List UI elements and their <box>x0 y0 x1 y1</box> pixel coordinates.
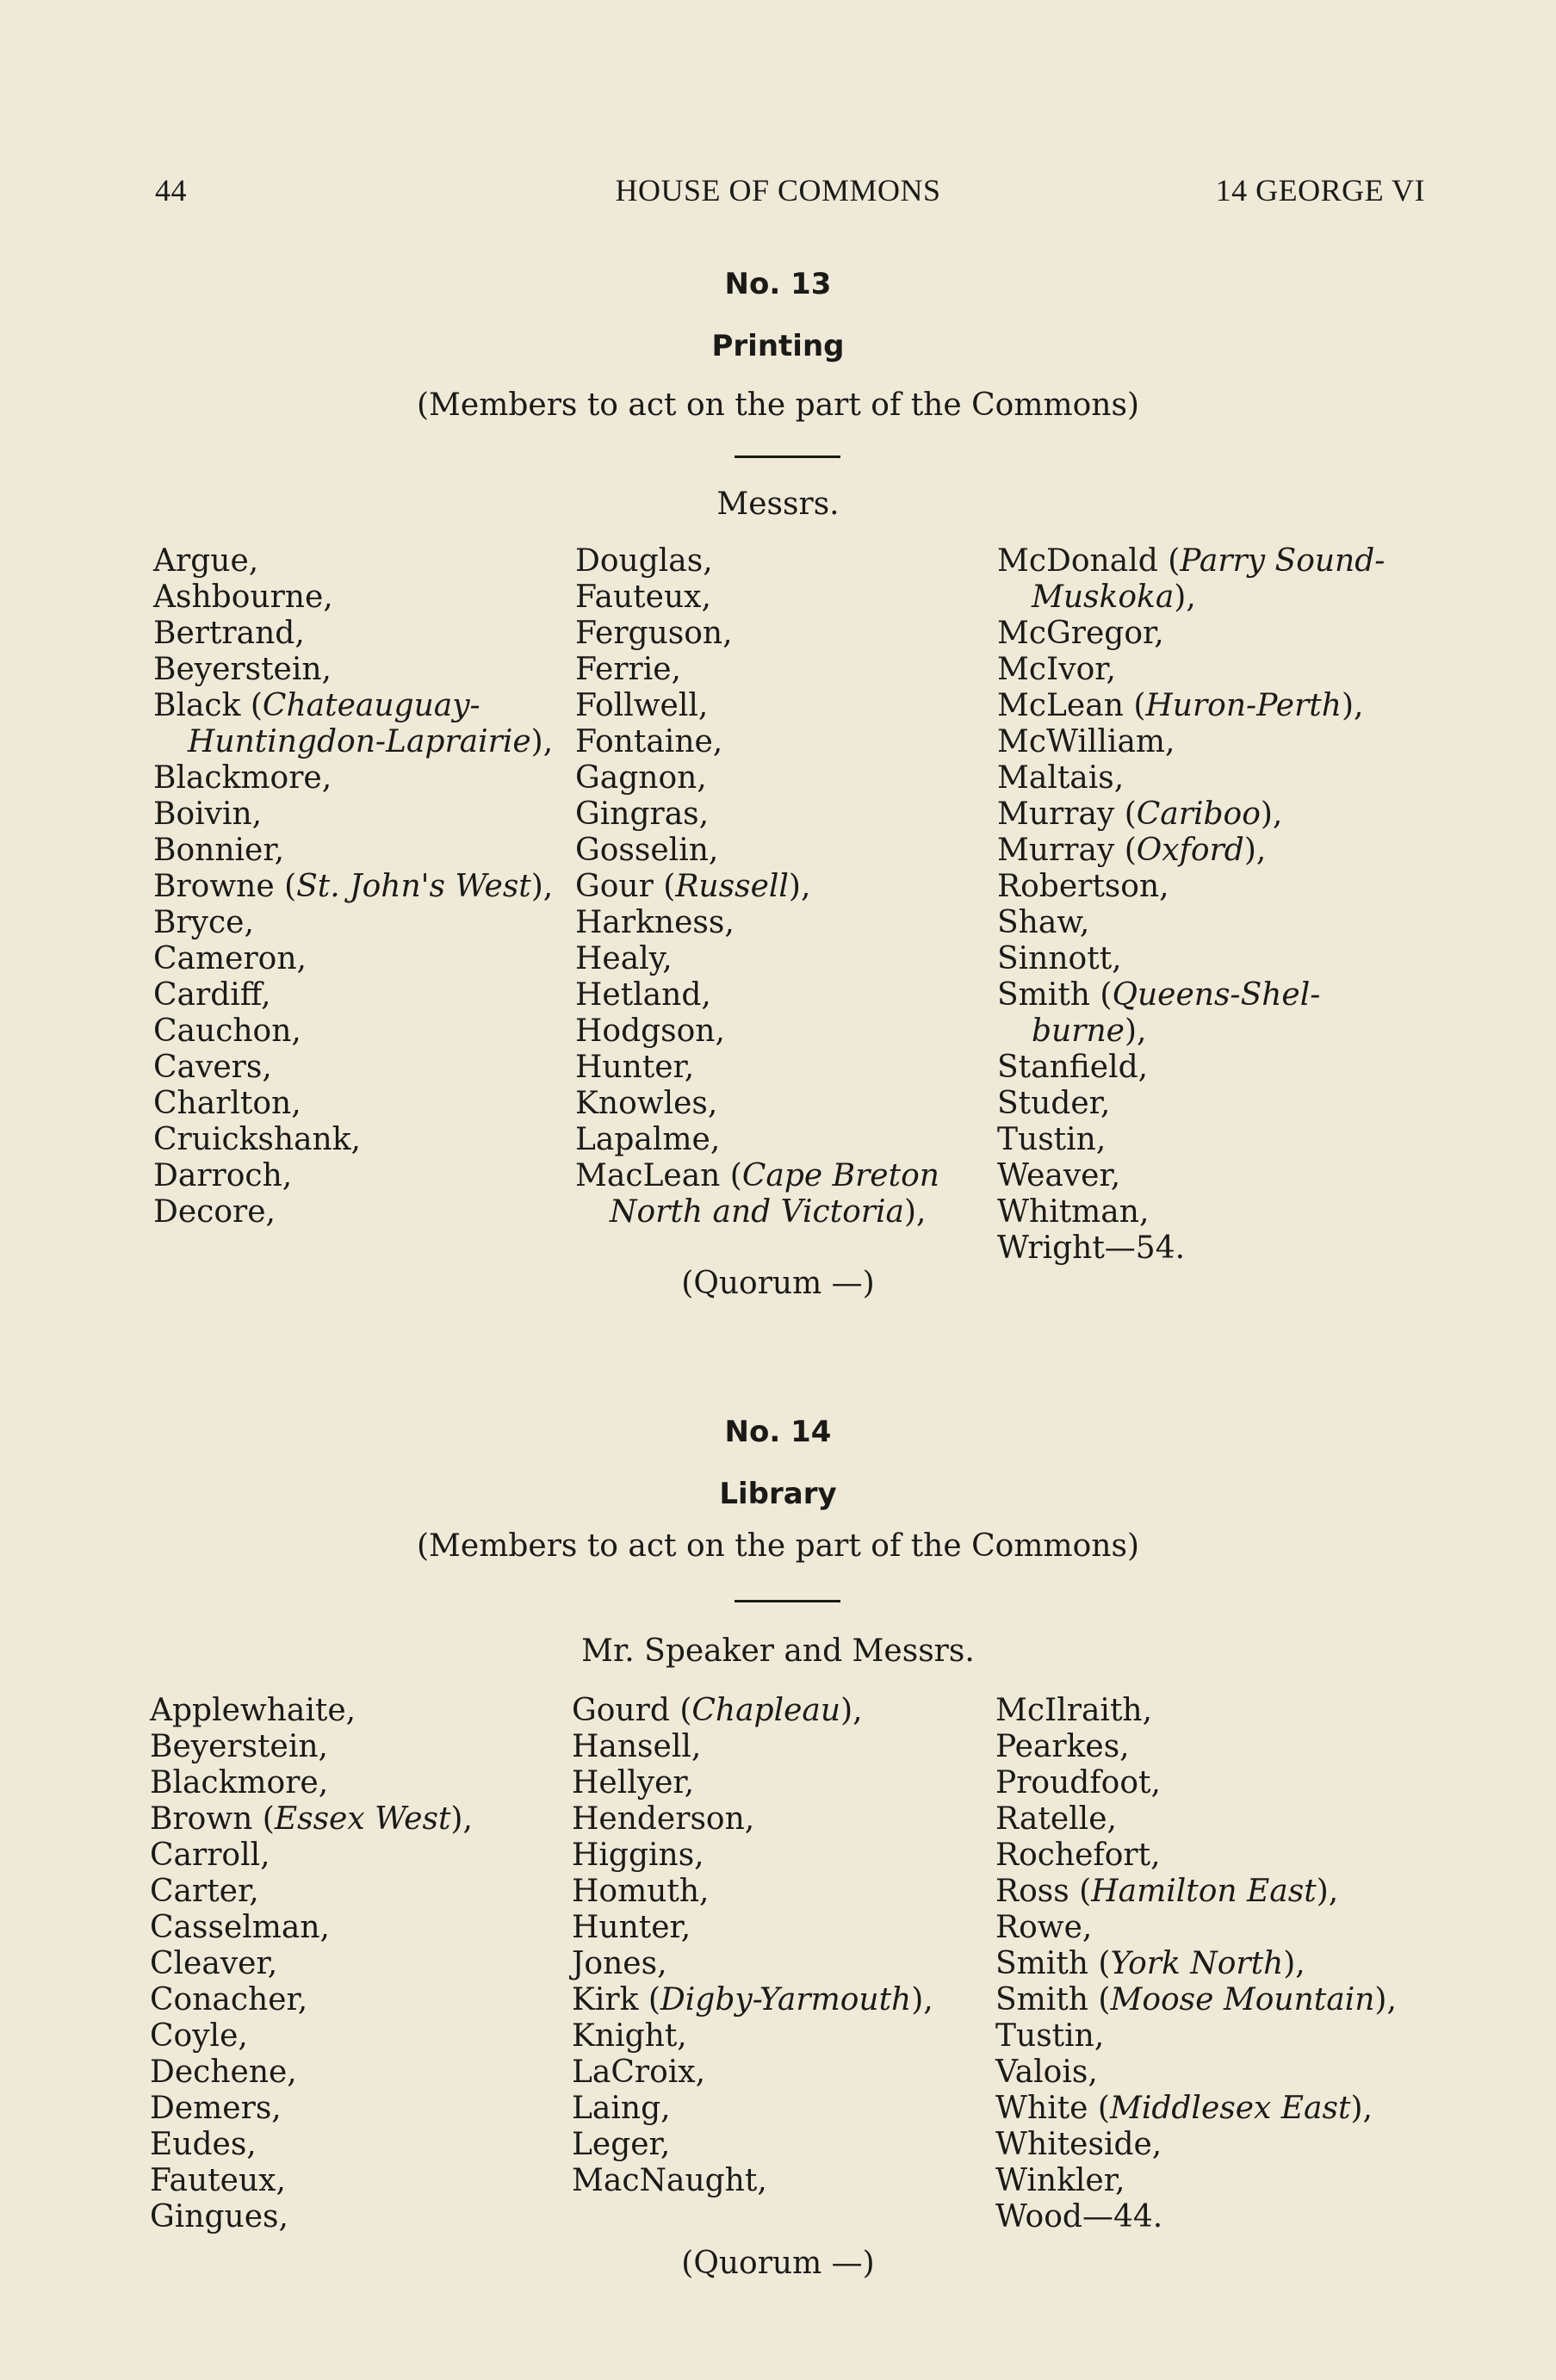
member-entry <box>575 760 939 796</box>
constituency: Huntingdon-Laprairie <box>188 724 531 759</box>
member-name: Smith ( <box>995 1982 1111 2017</box>
member-entry <box>153 1086 553 1122</box>
member-entry <box>572 1729 933 1765</box>
member-name: Whiteside, <box>995 2127 1162 2162</box>
member-entry <box>572 2018 933 2055</box>
committee-number: No. 13 <box>724 267 832 301</box>
member-entry <box>997 796 1385 833</box>
member-entry <box>575 1086 939 1122</box>
member-name: Decore, <box>153 1194 276 1230</box>
member-entry <box>997 1013 1385 1050</box>
constituency: Hamilton East <box>1091 1874 1317 1909</box>
constituency: Essex West <box>274 1801 451 1837</box>
member-name: White ( <box>995 2091 1110 2126</box>
constituency: Moose Mountain <box>1110 1982 1375 2017</box>
member-entry <box>995 1946 1397 1982</box>
member-entry <box>153 905 553 941</box>
constituency: York North <box>1110 1946 1284 1981</box>
member-entry <box>572 2091 933 2127</box>
member-name: Cavers, <box>153 1050 272 1085</box>
member-entry <box>153 580 553 616</box>
member-name: Stanfield, <box>997 1050 1149 1085</box>
constituency: Chateauguay- <box>262 688 480 723</box>
member-entry <box>997 688 1385 724</box>
member-entry <box>150 2199 473 2235</box>
member-entry <box>575 1050 939 1086</box>
member-entry <box>575 652 939 688</box>
constituency: Middlesex East <box>1109 2091 1351 2126</box>
punctuation: ), <box>1283 1946 1305 1981</box>
member-entry <box>572 1910 933 1946</box>
member-entry <box>575 580 939 616</box>
member-name: Applewhaite, <box>150 1693 356 1728</box>
member-entry <box>997 580 1385 616</box>
member-entry <box>995 1874 1397 1910</box>
member-entry <box>997 760 1385 796</box>
member-name: Leger, <box>572 2127 671 2162</box>
member-name: Blackmore, <box>153 760 332 796</box>
member-name: Beyerstein, <box>153 652 332 687</box>
member-name: Healy, <box>575 941 673 976</box>
member-entry <box>150 1693 473 1729</box>
member-name: Eudes, <box>150 2127 257 2162</box>
constituency: Queens-Shel- <box>1112 977 1321 1013</box>
member-name: MacNaught, <box>572 2163 767 2198</box>
member-name: Ferguson, <box>575 616 733 651</box>
member-entry <box>150 1765 473 1801</box>
member-name: Hunter, <box>572 1910 691 1945</box>
member-entry <box>575 1013 939 1050</box>
member-name: Bertrand, <box>153 616 305 651</box>
section-rule <box>735 456 840 458</box>
member-entry <box>997 724 1385 760</box>
member-entry <box>995 2163 1397 2199</box>
member-entry <box>995 1838 1397 1874</box>
member-entry <box>572 2163 933 2199</box>
member-entry <box>995 1729 1397 1765</box>
constituency: Digby-Yarmouth <box>660 1982 912 2017</box>
member-name: Black ( <box>153 688 263 723</box>
punctuation: ), <box>788 869 811 904</box>
member-name: Gour ( <box>575 869 676 904</box>
member-name: Tustin, <box>995 2018 1105 2054</box>
member-entry <box>153 652 553 688</box>
member-name: Charlton, <box>153 1086 301 1121</box>
member-entry <box>153 1013 553 1050</box>
member-entry <box>150 1838 473 1874</box>
member-entry <box>150 2127 473 2163</box>
member-entry <box>575 1158 939 1194</box>
constituency: St. John's West <box>296 869 531 904</box>
member-entry <box>153 941 553 977</box>
member-entry <box>997 941 1385 977</box>
member-name: Cardiff, <box>153 977 271 1013</box>
member-entry <box>995 2055 1397 2091</box>
punctuation: ), <box>530 724 554 759</box>
member-entry <box>153 977 553 1013</box>
committee-title: Printing <box>711 329 845 363</box>
member-name: Cleaver, <box>150 1946 278 1981</box>
member-entry <box>153 688 553 724</box>
member-entry <box>572 1982 933 2018</box>
member-entry <box>572 1838 933 1874</box>
member-name: Ross ( <box>995 1874 1092 1909</box>
member-name: Hellyer, <box>572 1765 695 1800</box>
member-name: Proudfoot, <box>995 1765 1161 1800</box>
member-name: Cauchon, <box>153 1013 301 1049</box>
member-name: Demers, <box>150 2091 282 2126</box>
member-name: McGregor, <box>997 616 1164 651</box>
member-name: Gingues, <box>150 2199 288 2234</box>
constituency: Muskoka <box>1032 580 1175 615</box>
page-title: HOUSE OF COMMONS <box>615 173 941 208</box>
member-name: Gagnon, <box>575 760 707 796</box>
member-entry <box>572 2055 933 2091</box>
committee-subtitle: (Members to act on the part of the Commons) <box>417 1528 1139 1564</box>
member-name: Follwell, <box>575 688 709 723</box>
member-name: Hetland, <box>575 977 711 1013</box>
member-name: Laing, <box>572 2091 671 2126</box>
constituency: Chapleau <box>691 1693 841 1728</box>
member-entry <box>575 833 939 869</box>
punctuation: ), <box>530 869 554 904</box>
punctuation: ), <box>903 1194 927 1230</box>
member-entry <box>997 833 1385 869</box>
committee-number: No. 14 <box>724 1415 832 1449</box>
member-entry <box>997 1230 1385 1267</box>
member-column-2 <box>572 1693 933 2199</box>
member-name: Smith ( <box>995 1946 1111 1981</box>
member-entry <box>575 941 939 977</box>
member-entry <box>997 977 1385 1013</box>
member-entry <box>997 1194 1385 1230</box>
punctuation: ), <box>1316 1874 1339 1909</box>
member-entry <box>995 1765 1397 1801</box>
member-entry <box>997 1050 1385 1086</box>
page-number: 44 <box>155 173 187 208</box>
punctuation: ), <box>1341 688 1364 723</box>
member-entry <box>575 796 939 833</box>
member-entry <box>150 1946 473 1982</box>
member-name: Browne ( <box>153 869 297 904</box>
member-entry <box>572 1765 933 1801</box>
member-name: Hunter, <box>575 1050 695 1085</box>
member-entry <box>153 833 553 869</box>
constituency: Russell <box>675 869 789 904</box>
punctuation: ), <box>840 1693 863 1728</box>
member-entry <box>995 1910 1397 1946</box>
constituency: North and Victoria <box>610 1194 904 1230</box>
member-entry <box>572 1874 933 1910</box>
members-intro: Mr. Speaker and Messrs. <box>581 1633 975 1669</box>
member-entry <box>153 543 553 580</box>
member-name: Dechene, <box>150 2055 297 2090</box>
member-entry <box>997 1086 1385 1122</box>
member-name: Fontaine, <box>575 724 723 759</box>
member-entry <box>150 1874 473 1910</box>
member-entry <box>995 2199 1397 2235</box>
member-name: Cruickshank, <box>153 1122 361 1157</box>
member-name: Carroll, <box>150 1838 270 1873</box>
member-name: Higgins, <box>572 1838 704 1873</box>
member-entry <box>997 1122 1385 1158</box>
member-name: Gourd ( <box>572 1693 692 1728</box>
member-entry <box>572 1946 933 1982</box>
member-name: Carter, <box>150 1874 259 1909</box>
member-name: Ashbourne, <box>153 580 333 615</box>
member-name: Hodgson, <box>575 1013 725 1049</box>
member-name: Jones, <box>572 1946 667 1981</box>
member-name: Whitman, <box>997 1194 1150 1230</box>
member-name: Rochefort, <box>995 1838 1161 1873</box>
member-name: Pearkes, <box>995 1729 1130 1764</box>
member-name: Hansell, <box>572 1729 702 1764</box>
committee-title: Library <box>719 1477 837 1511</box>
member-name: Shaw, <box>997 905 1090 940</box>
section-rule <box>735 1600 840 1602</box>
punctuation: ), <box>1260 796 1283 832</box>
members-intro: Messrs. <box>716 487 840 522</box>
member-entry <box>153 1050 553 1086</box>
constituency: Oxford <box>1136 833 1244 868</box>
member-name: Boivin, <box>153 796 263 832</box>
member-name: Tustin, <box>997 1122 1107 1157</box>
member-entry <box>997 1158 1385 1194</box>
member-entry <box>995 2127 1397 2163</box>
member-name: Bonnier, <box>153 833 285 868</box>
member-entry <box>150 2163 473 2199</box>
member-name: Cameron, <box>153 941 307 976</box>
member-name: McWilliam, <box>997 724 1175 759</box>
member-name: Blackmore, <box>150 1765 329 1800</box>
member-name: Kirk ( <box>572 1982 660 2017</box>
punctuation: ), <box>1124 1013 1147 1049</box>
member-entry <box>572 1693 933 1729</box>
member-entry <box>997 652 1385 688</box>
member-entry <box>995 2091 1397 2127</box>
member-name: Douglas, <box>575 543 713 579</box>
member-entry <box>150 1910 473 1946</box>
session-label: 14 GEORGE VI <box>1215 173 1425 208</box>
member-name: Wright—54. <box>997 1230 1186 1266</box>
member-name: Robertson, <box>997 869 1169 904</box>
member-name: Brown ( <box>150 1801 275 1837</box>
member-name: Conacher, <box>150 1982 308 2017</box>
member-entry <box>575 1122 939 1158</box>
member-column-3 <box>997 543 1385 1267</box>
punctuation: ), <box>1350 2091 1373 2126</box>
member-entry <box>995 1982 1397 2018</box>
member-name: Winkler, <box>995 2163 1125 2198</box>
member-entry <box>153 724 553 760</box>
member-name: Ratelle, <box>995 1801 1117 1837</box>
member-entry <box>153 796 553 833</box>
member-entry <box>575 724 939 760</box>
constituency: burne <box>1032 1013 1125 1049</box>
punctuation: ), <box>1243 833 1267 868</box>
member-name: Wood—44. <box>995 2199 1163 2234</box>
quorum-note: (Quorum —) <box>681 2246 875 2281</box>
member-name: McIlraith, <box>995 1693 1153 1728</box>
member-column-1 <box>153 543 553 1230</box>
member-entry <box>995 2018 1397 2055</box>
punctuation: ), <box>911 1982 933 2017</box>
member-entry <box>995 1801 1397 1838</box>
member-entry <box>575 869 939 905</box>
punctuation: ), <box>1374 1982 1397 2017</box>
member-name: Casselman, <box>150 1910 331 1945</box>
member-name: McIvor, <box>997 652 1116 687</box>
member-entry <box>150 1729 473 1765</box>
member-name: Weaver, <box>997 1158 1121 1193</box>
member-name: Homuth, <box>572 1874 710 1909</box>
member-entry <box>150 2091 473 2127</box>
member-entry <box>153 1158 553 1194</box>
member-entry <box>997 869 1385 905</box>
member-name: McLean ( <box>997 688 1146 723</box>
member-entry <box>997 616 1385 652</box>
member-name: Darroch, <box>153 1158 293 1193</box>
constituency: Huron-Perth <box>1145 688 1342 723</box>
member-name: Knight, <box>572 2018 687 2054</box>
member-name: Bryce, <box>153 905 254 940</box>
member-column-2 <box>575 543 939 1230</box>
member-name: Studer, <box>997 1086 1111 1121</box>
member-entry <box>150 2055 473 2091</box>
member-name: Harkness, <box>575 905 735 940</box>
member-entry <box>150 1801 473 1838</box>
member-name: Lapalme, <box>575 1122 721 1157</box>
member-name: Valois, <box>995 2055 1098 2090</box>
member-name: Sinnott, <box>997 941 1122 976</box>
member-entry <box>153 869 553 905</box>
member-name: Murray ( <box>997 796 1137 832</box>
member-name: Beyerstein, <box>150 1729 328 1764</box>
member-entry <box>150 1982 473 2018</box>
committee-subtitle: (Members to act on the part of the Commons) <box>417 387 1139 423</box>
member-name: Gingras, <box>575 796 710 832</box>
member-name: LaCroix, <box>572 2055 706 2090</box>
member-name: Knowles, <box>575 1086 718 1121</box>
member-entry <box>153 1122 553 1158</box>
constituency: Parry Sound- <box>1180 543 1386 579</box>
member-entry <box>572 2127 933 2163</box>
member-entry <box>572 1801 933 1838</box>
constituency: Cape Breton <box>741 1158 939 1193</box>
member-name: Coyle, <box>150 2018 248 2054</box>
member-entry <box>575 688 939 724</box>
member-entry <box>995 1693 1397 1729</box>
member-name: Smith ( <box>997 977 1113 1013</box>
member-entry <box>575 1194 939 1230</box>
member-column-3 <box>995 1693 1397 2235</box>
member-entry <box>153 760 553 796</box>
member-name: Fauteux, <box>575 580 711 615</box>
member-entry <box>575 543 939 580</box>
member-entry <box>153 1194 553 1230</box>
member-entry <box>575 977 939 1013</box>
member-entry <box>997 905 1385 941</box>
punctuation: ), <box>1174 580 1196 615</box>
member-name: Gosselin, <box>575 833 719 868</box>
member-name: Argue, <box>153 543 259 579</box>
member-name: Henderson, <box>572 1801 755 1837</box>
member-column-1 <box>150 1693 473 2235</box>
member-name: Murray ( <box>997 833 1137 868</box>
quorum-note: (Quorum —) <box>681 1266 875 1301</box>
member-name: McDonald ( <box>997 543 1181 579</box>
member-name: Fauteux, <box>150 2163 286 2198</box>
punctuation: ), <box>450 1801 473 1837</box>
member-entry <box>153 616 553 652</box>
member-name: Ferrie, <box>575 652 681 687</box>
member-entry <box>575 616 939 652</box>
member-entry <box>997 543 1385 580</box>
member-name: Maltais, <box>997 760 1125 796</box>
member-entry <box>150 2018 473 2055</box>
member-entry <box>575 905 939 941</box>
constituency: Cariboo <box>1136 796 1261 832</box>
member-name: MacLean ( <box>575 1158 742 1193</box>
member-name: Rowe, <box>995 1910 1093 1945</box>
